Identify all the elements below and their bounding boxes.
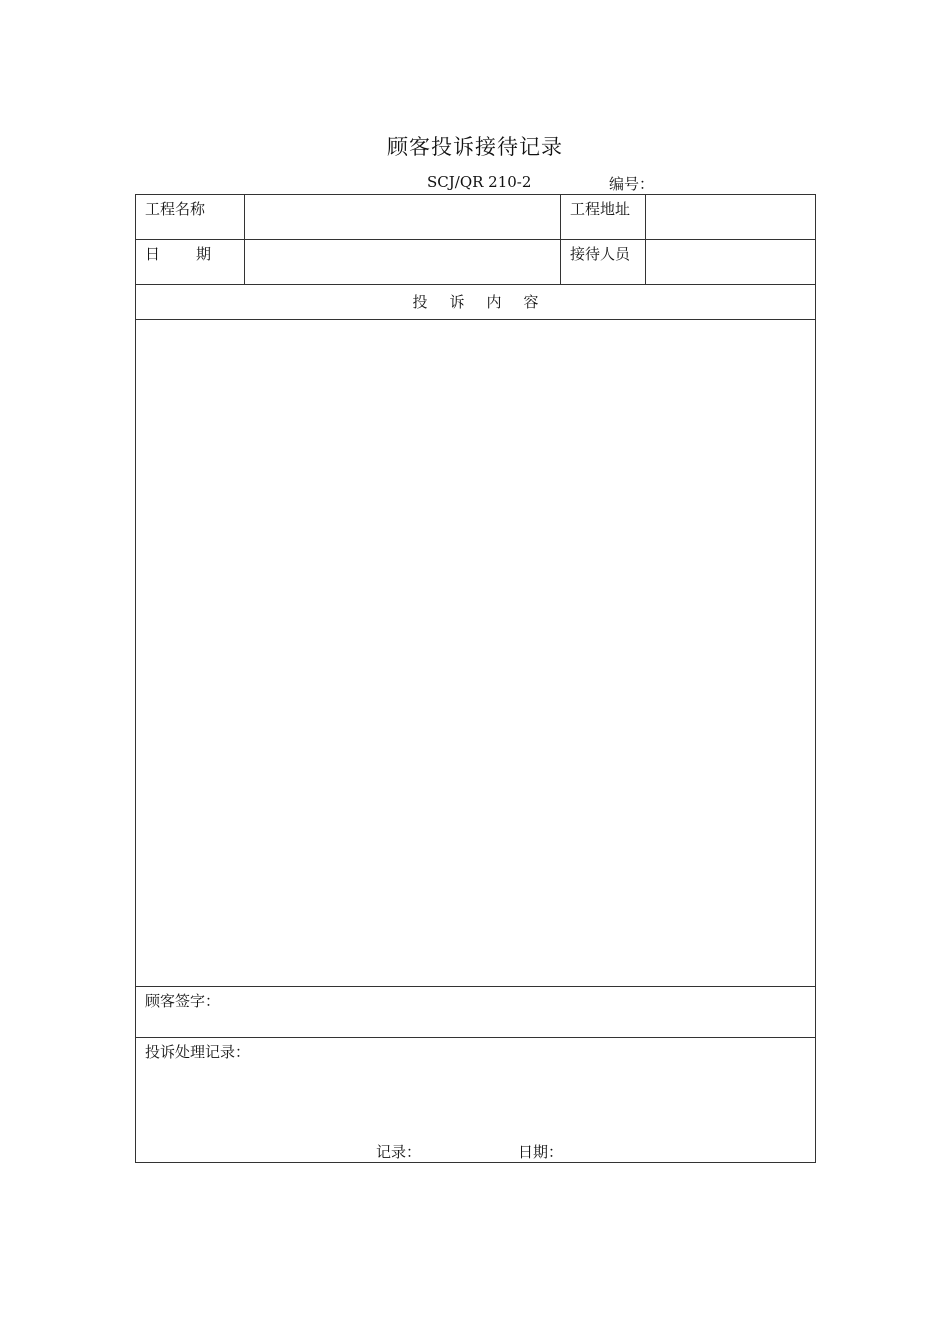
project-row — [136, 195, 816, 240]
project-name-field[interactable] — [245, 195, 561, 240]
date-field[interactable] — [245, 240, 561, 285]
customer-signature-cell[interactable] — [136, 987, 816, 1038]
complaint-header-row — [136, 285, 816, 320]
handling-record-cell[interactable] — [136, 1038, 816, 1163]
date-label-right: 期 — [195, 245, 211, 263]
complaint-content-label: 投诉内容 — [136, 285, 816, 320]
project-address-label: 工程地址 — [561, 195, 646, 240]
record-label: 记录： — [376, 1143, 422, 1161]
signature-row — [136, 987, 816, 1038]
date-row — [136, 240, 816, 285]
date-label-left: 日 — [145, 245, 161, 263]
complaint-content-row — [136, 320, 816, 987]
handling-row — [136, 1038, 816, 1163]
project-address-field[interactable] — [646, 195, 816, 240]
serial-number-label: 编号： — [609, 175, 655, 193]
handling-record-label: 投诉处理记录： — [145, 1043, 251, 1061]
receptionist-label: 接待人员 — [561, 240, 646, 285]
complaint-form-table — [135, 194, 816, 1163]
document-code: SCJ/QR 210-2 — [427, 173, 532, 191]
customer-signature-label: 顾客签字： — [145, 992, 221, 1010]
handling-date-label: 日期： — [518, 1143, 564, 1161]
receptionist-field[interactable] — [646, 240, 816, 285]
page-title: 顾客投诉接待记录 — [387, 135, 563, 159]
complaint-content-field[interactable] — [136, 320, 816, 987]
date-label-cell — [136, 240, 245, 285]
project-name-label: 工程名称 — [136, 195, 245, 240]
